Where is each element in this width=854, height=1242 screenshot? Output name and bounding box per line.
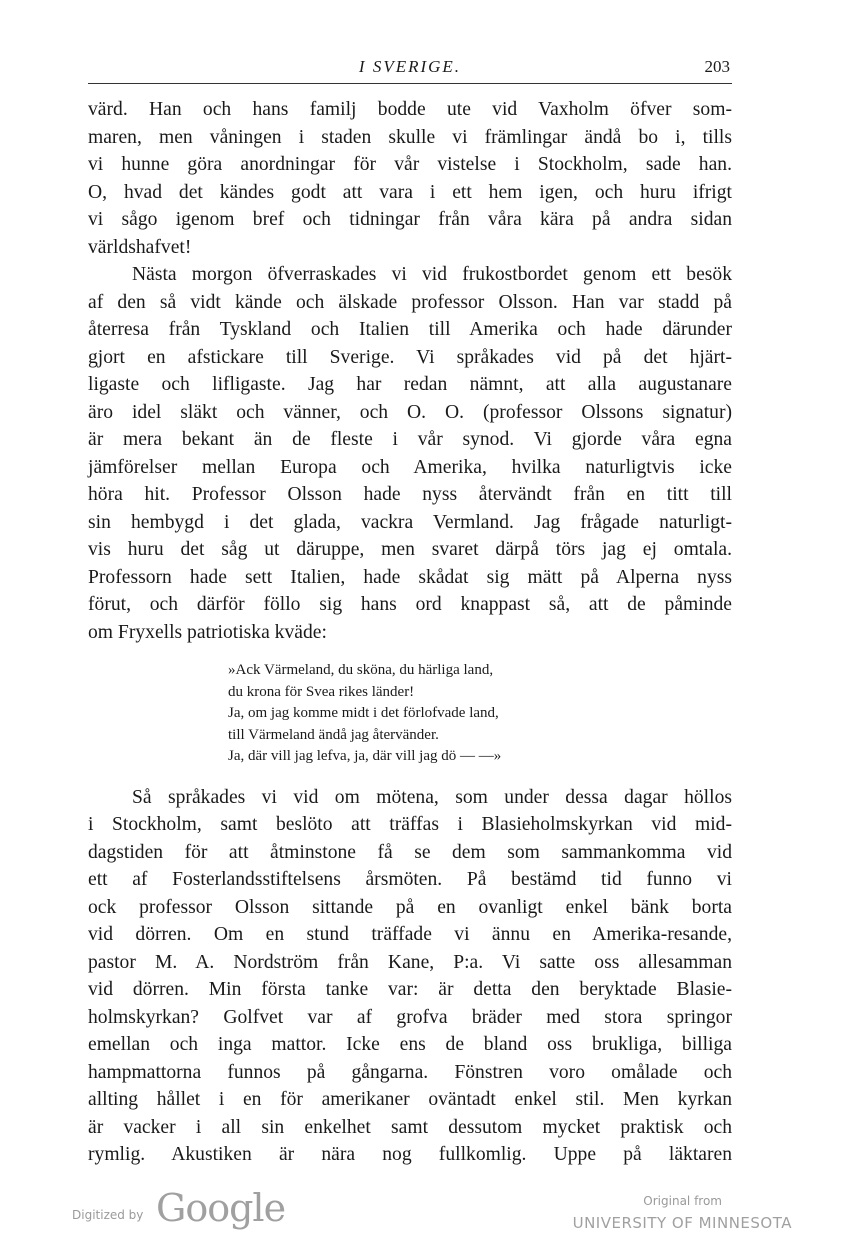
poem-line: Ja, om jag komme midt i det förlofvade land, [228,705,499,721]
text-line: i Stockholm, samt beslöto att träffas i Blasieholmskyrkan vid mid- [88,814,732,835]
text-line: vi hunne göra anordningar för vår vistelse i Stockholm, sade han. [88,154,732,175]
text-line: vis huru det såg ut däruppe, men svaret därpå törs jag ej omtala. [88,539,732,560]
text-line: rymlig. Akustiken är nära nog fullkomlig. Uppe på läktaren [88,1144,732,1165]
poem-line: du krona för Svea rikes länder! [228,683,415,700]
text-line: värd. Han och hans familj bodde ute vid Vaxholm öfver som- [88,99,732,120]
page-number: 203 [704,57,730,76]
page-body [88,96,732,1169]
text-line: emellan och inga mattor. Icke ens de bland oss brukliga, billiga [88,1034,732,1055]
text-line: Professorn hade sett Italien, hade skådat sig mätt på Alperna nyss [88,566,732,588]
text-line: hampmattorna funnos på gångarna. Fönstren voro omålade och [88,1061,732,1083]
paragraph [88,784,732,1169]
text-line: pastor M. A. Nordström från Kane, P:a. Vi satte oss allesamman [88,951,732,973]
text-line: höra hit. Professor Olsson hade nyss återvändt från en titt till [88,484,732,505]
text-line: ligaste och lifligaste. Jag har redan nämnt, att alla augustanare [88,374,732,395]
text-line: vid dörren. Min första tanke var: är detta den beryktade Blasie- [88,979,732,1000]
text-line: äro idel släkt och vänner, och O. O. (professor Olssons signatur) [88,401,732,423]
text-line: ock professor Olsson sittande på en ovanligt enkel bänk borta [88,896,732,918]
text-line: Så språkades vi vid om mötena, som under dessa dagar höllos [132,786,732,808]
original-from-label: Original from [643,1194,722,1208]
text-line: ett af Fosterlandsstiftelsens årsmöten. På bestämd tid funno vi [88,869,732,890]
text-line: dagstiden för att åtminstone få se dem som sammankomma vid [88,841,732,863]
text-line: af den så vidt kände och älskade professor Olsson. Han var stadd på [88,291,732,313]
paragraph [88,261,732,646]
text-line: Nästa morgon öfverraskades vi vid frukostbordet genom ett besök [132,264,732,285]
poem-quote [228,660,732,768]
text-line: vi sågo igenom bref och tidningar från våra kära på andra sidan [88,209,732,230]
text-line: förut, och därför föllo sig hans ord knappast så, att de påminde [88,594,732,615]
poem-line: Ja, där vill jag lefva, ja, där vill jag dö — —» [228,748,502,764]
paragraph [88,96,732,261]
text-line: gjort en afstickare till Sverige. Vi språkades vid på det hjärt- [88,346,732,368]
poem-line: till Värmeland ändå jag återvänder. [228,726,439,743]
running-header [88,55,732,84]
text-line: är vacker i all sin enkelhet samt dessutom mycket praktisk och [88,1116,732,1138]
text-line: maren, men våningen i staden skulle vi främlingar ändå bo i, tills [88,126,732,148]
text-line: världshafvet! [88,236,192,258]
text-line: holmskyrkan? Golfvet var af grofva bräder med stora springor [88,1006,732,1028]
university-label: UNIVERSITY OF MINNESOTA [572,1214,792,1232]
digitized-by-label: Digitized by [72,1208,144,1222]
running-title: I SVERIGE. [358,57,462,76]
text-line: är mera bekant än de fleste i vår synod. Vi gjorde våra egna [88,429,732,450]
text-line: allting hållet i en för amerikaner oväntadt enkel stil. Men kyrkan [88,1089,732,1110]
text-line: O, hvad det kändes godt att vara i ett hem igen, och huru ifrigt [88,181,732,203]
text-line: jämförelser mellan Europa och Amerika, hvilka naturligtvis icke [88,456,732,478]
text-line: sin hembygd i det glada, vackra Vermland. Jag frågade naturligt- [88,511,732,533]
text-line: om Fryxells patriotiska kväde: [88,621,327,643]
text-line: vid dörren. Om en stund träffade vi ännu en Amerika-resande, [88,924,732,945]
text-line: återresa från Tyskland och Italien till Amerika och hade därunder [88,319,732,340]
digitization-footer [0,1180,854,1240]
google-logo: Google [156,1186,286,1230]
poem-line: »Ack Värmeland, du sköna, du härliga land, [228,662,494,678]
